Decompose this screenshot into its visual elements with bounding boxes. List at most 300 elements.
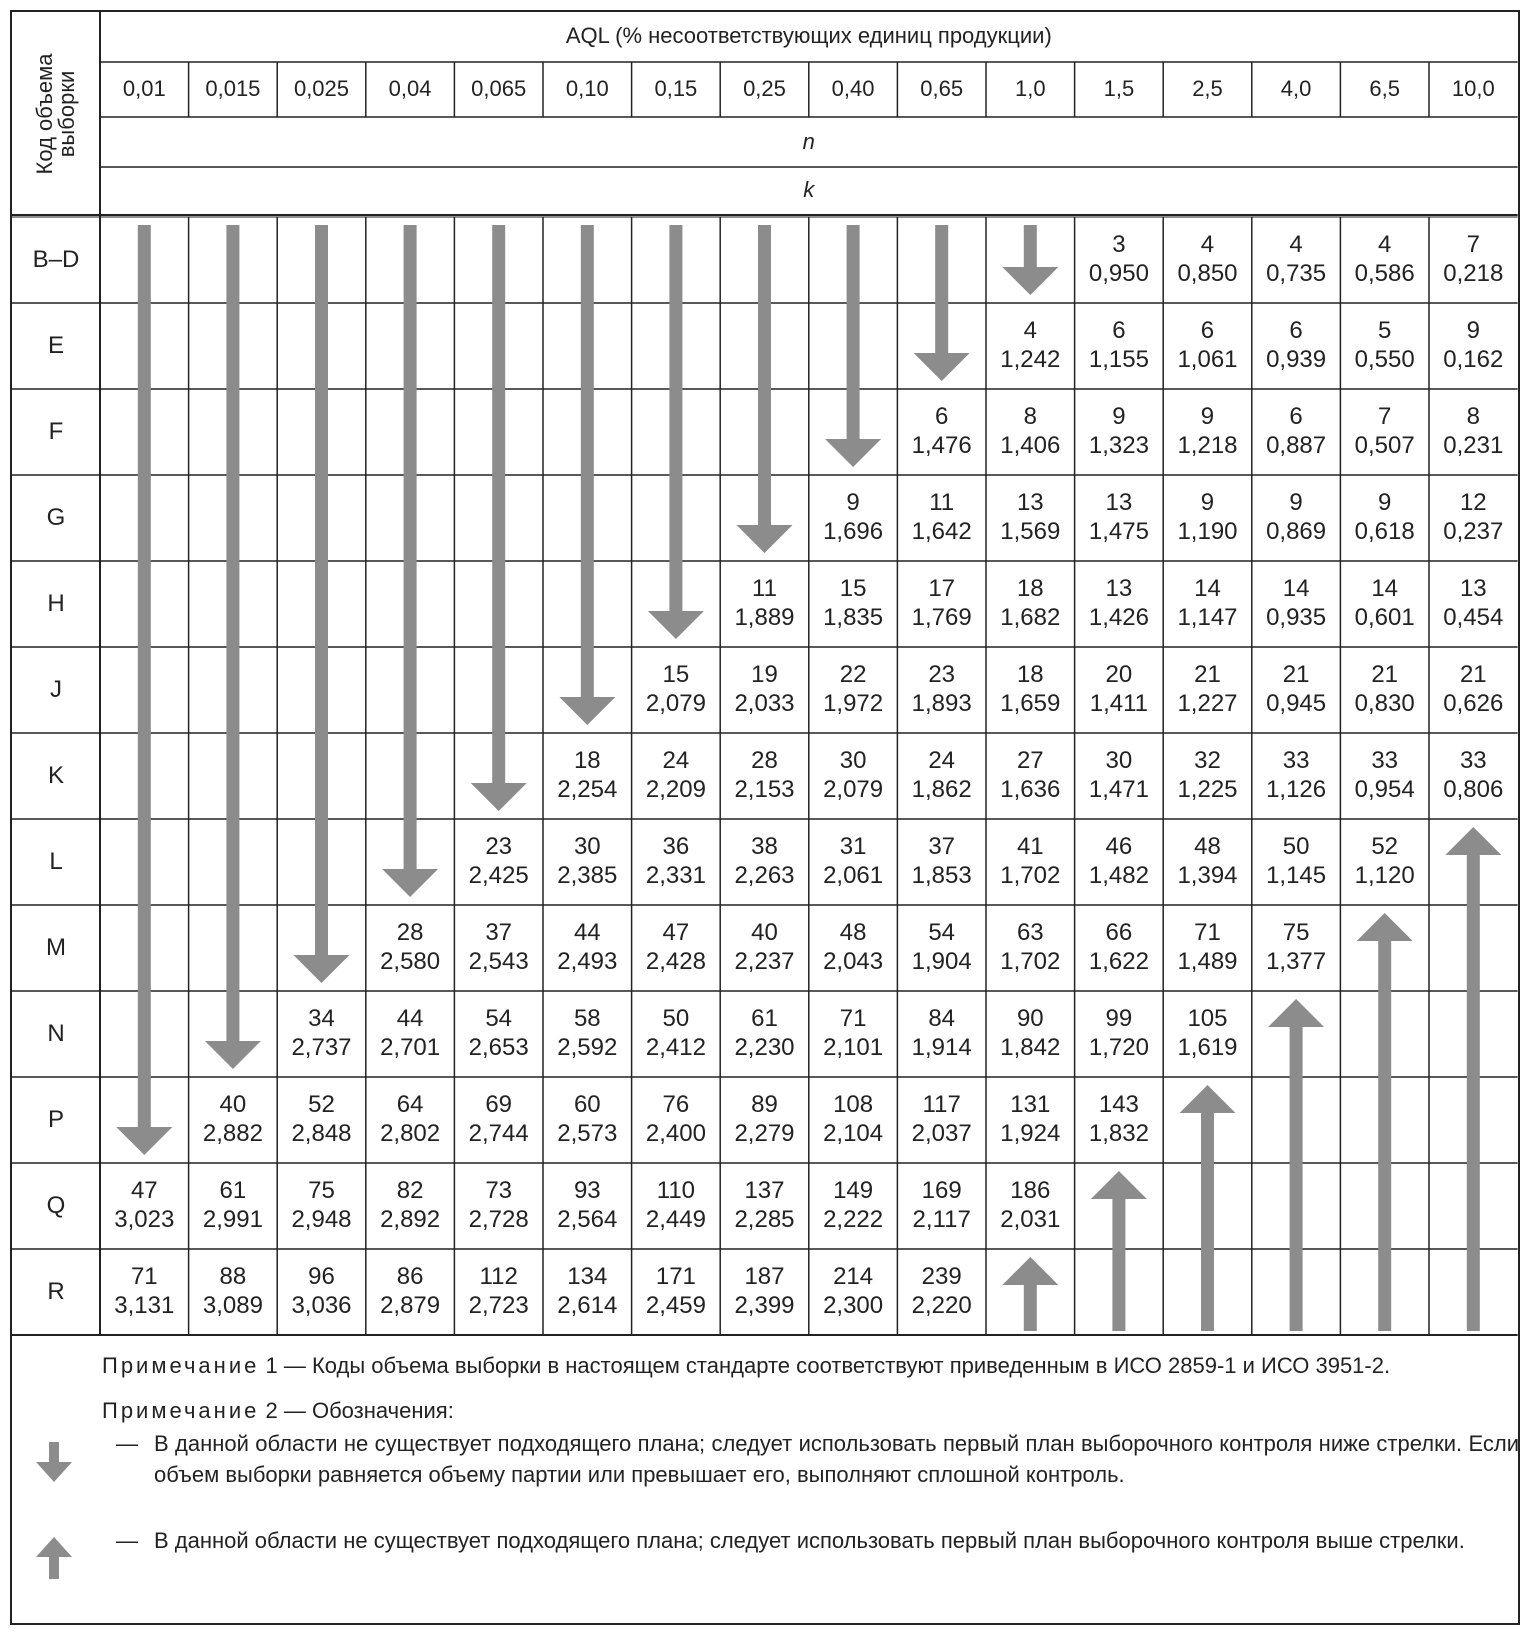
row-code: E [47,332,64,359]
cell-n-value: 117 [922,1091,961,1118]
cell-k-value: 2,263 [734,862,795,889]
cell-n-value: 14 [1371,575,1399,602]
cell-n-value: 30 [839,747,867,774]
cell-k-value: 3,089 [202,1292,263,1319]
aql-column-header: 0,15 [654,76,698,101]
cell-n-value: 3 [1112,231,1126,258]
cell-k-value: 1,893 [911,690,972,717]
cell-k-value: 2,449 [645,1206,706,1233]
cell-k-value: 2,592 [557,1034,618,1061]
cell-k-value: 1,323 [1088,432,1149,459]
row-code: G [46,504,66,531]
cell-k-value: 1,227 [1177,690,1238,717]
cell-n-value: 44 [396,1005,424,1032]
cell-n-value: 50 [1282,833,1310,860]
aql-column-header: 6,5 [1369,76,1400,101]
cell-n-value: 9 [1200,489,1215,516]
cell-n-value: 6 [1289,403,1303,430]
cell-n-value: 30 [1105,747,1133,774]
cell-n-value: 9 [1200,403,1215,430]
cell-k-value: 1,569 [1000,518,1061,545]
cell-k-value: 0,950 [1088,260,1149,287]
cell-k-value: 2,222 [823,1206,884,1233]
cell-n-value: 37 [928,833,956,860]
aql-column-header: 1,0 [1015,76,1046,101]
aql-title: AQL (% несоответствующих единиц продукции) [565,23,1052,48]
cell-n-value: 9 [1112,403,1126,430]
cell-n-value: 23 [928,661,956,688]
cell-k-value: 2,031 [1000,1206,1061,1233]
cell-k-value: 1,426 [1088,604,1149,631]
cell-n-value: 47 [662,919,690,946]
arrow-down-mark [648,225,704,639]
cell-k-value: 1,682 [1000,604,1061,631]
arrow-up-mark [1268,999,1324,1331]
cell-k-value: 2,802 [380,1120,441,1147]
cell-n-value: 75 [308,1177,335,1204]
cell-k-value: 2,564 [557,1206,618,1233]
cell-k-value: 1,218 [1177,432,1238,459]
cell-n-value: 13 [1459,575,1487,602]
arrow-up-icon [24,1537,120,1591]
cell-n-value: 14 [1282,575,1310,602]
arrow-down-mark [116,225,172,1155]
cell-n-value: 13 [1105,575,1133,602]
cell-k-value: 1,769 [911,604,972,631]
cell-k-value: 0,586 [1354,260,1415,287]
cell-k-value: 2,991 [202,1206,263,1233]
note-1-text: Коды объема выборки в настоящем стандарте соответствуют приведенным в ИСО 2859-1 и ИСО 3951-2. [311,1353,1391,1378]
cell-n-value: 32 [1194,747,1221,774]
cell-n-value: 6 [1289,317,1303,344]
arrow-up-mark [1445,827,1501,1331]
cell-n-value: 134 [567,1263,608,1290]
cell-n-value: 37 [485,919,513,946]
cell-k-value: 0,939 [1266,346,1327,373]
cell-n-value: 15 [662,661,690,688]
cell-n-value: 28 [751,747,778,774]
cell-k-value: 1,862 [911,776,972,803]
cell-k-value: 0,231 [1443,432,1504,459]
cell-k-value: 2,033 [734,690,795,717]
cell-n-value: 131 [1010,1091,1051,1118]
cell-k-value: 2,079 [645,690,706,717]
legend-down-row: — В данной области не существует подходящего плана; следует использовать первый план выборочного контроля ниже стрелки. Если объем выборки равняется объему партии или превышает его, выполняют сплошной контроль. [24,1428,1519,1523]
cell-k-value: 1,924 [1000,1120,1061,1147]
aql-column-header: 0,025 [293,76,350,101]
row-code: B–D [32,246,80,273]
cell-n-value: 71 [130,1263,158,1290]
cell-k-value: 1,120 [1354,862,1415,889]
cell-k-value: 1,720 [1088,1034,1149,1061]
cell-n-value: 13 [1016,489,1044,516]
cell-n-value: 41 [1016,833,1044,860]
notes-section [24,1350,1519,1553]
cell-k-value: 0,162 [1443,346,1504,373]
row-code: K [47,762,64,789]
cell-k-value: 0,550 [1354,346,1415,373]
cell-k-value: 2,209 [645,776,706,803]
cell-n-value: 40 [751,919,778,946]
cell-k-value: 1,636 [1000,776,1061,803]
cell-k-value: 0,869 [1266,518,1327,545]
cell-k-value: 1,622 [1088,948,1149,975]
cell-k-value: 1,476 [911,432,972,459]
arrow-down-mark [825,225,881,467]
cell-k-value: 2,237 [734,948,795,975]
note-2-label: Примечание [102,1398,260,1423]
cell-k-value: 2,037 [911,1120,972,1147]
cell-n-value: 28 [396,919,424,946]
cell-k-value: 2,614 [557,1292,618,1319]
cell-k-value: 1,914 [911,1034,972,1061]
cell-n-value: 112 [479,1263,518,1290]
cell-n-value: 30 [573,833,601,860]
arrow-down-mark [471,225,527,811]
cell-k-value: 0,806 [1443,776,1504,803]
cell-n-value: 9 [1466,317,1480,344]
cell-n-value: 6 [1112,317,1126,344]
note-2: Примечание 2 — Обозначения: [102,1398,454,1423]
n-label: n [802,129,815,154]
cell-k-value: 3,023 [114,1206,175,1233]
cell-n-value: 93 [573,1177,601,1204]
cell-k-value: 0,954 [1354,776,1415,803]
cell-n-value: 171 [655,1263,696,1290]
cell-n-value: 214 [833,1263,874,1290]
cell-n-value: 105 [1187,1005,1228,1032]
aql-column-header: 0,10 [565,76,609,101]
cell-n-value: 50 [662,1005,690,1032]
cell-k-value: 0,887 [1266,432,1327,459]
cell-n-value: 33 [1282,747,1310,774]
cell-k-value: 0,850 [1177,260,1238,287]
cell-k-value: 1,702 [1000,862,1061,889]
cell-n-value: 169 [921,1177,962,1204]
cell-n-value: 18 [1016,661,1044,688]
cell-k-value: 2,061 [823,862,884,889]
row-label-header: Код объема выборки [32,53,79,174]
cell-k-value: 1,411 [1089,690,1149,717]
row-code: R [47,1278,65,1305]
cell-k-value: 1,145 [1266,862,1327,889]
k-label: k [803,177,815,202]
cell-k-value: 1,853 [911,862,972,889]
cell-k-value: 1,619 [1177,1034,1238,1061]
cell-n-value: 38 [751,833,778,860]
cell-n-value: 61 [751,1005,778,1032]
cell-k-value: 2,104 [823,1120,884,1147]
cell-n-value: 19 [751,661,778,688]
cell-k-value: 0,830 [1354,690,1415,717]
cell-n-value: 21 [1371,661,1399,688]
cell-n-value: 54 [485,1005,513,1032]
cell-n-value: 99 [1105,1005,1133,1032]
cell-n-value: 63 [1016,919,1044,946]
cell-n-value: 40 [219,1091,247,1118]
cell-n-value: 149 [833,1177,874,1204]
cell-n-value: 52 [1371,833,1399,860]
cell-k-value: 2,737 [291,1034,352,1061]
cell-n-value: 52 [308,1091,335,1118]
cell-k-value: 2,728 [468,1206,529,1233]
cell-k-value: 1,832 [1088,1120,1149,1147]
row-code: J [50,676,62,703]
cell-k-value: 2,079 [823,776,884,803]
cell-n-value: 5 [1378,317,1392,344]
cell-n-value: 34 [308,1005,335,1032]
arrow-up-mark [1091,1171,1147,1331]
cell-n-value: 4 [1023,317,1037,344]
cell-k-value: 1,696 [823,518,884,545]
arrow-down-mark [294,225,350,983]
cell-k-value: 2,230 [734,1034,795,1061]
cell-n-value: 11 [752,575,777,602]
note-1-label: Примечание [102,1353,260,1378]
cell-k-value: 1,471 [1088,776,1149,803]
cell-n-value: 4 [1200,231,1215,258]
cell-n-value: 54 [928,919,956,946]
cell-n-value: 75 [1282,919,1310,946]
cell-n-value: 18 [1016,575,1044,602]
cell-n-value: 20 [1105,661,1133,688]
cell-k-value: 0,945 [1266,690,1327,717]
aql-column-header: 0,01 [122,76,166,101]
cell-n-value: 8 [1466,403,1480,430]
arrow-up-mark [1180,1085,1236,1331]
row-code: L [49,848,63,875]
cell-n-value: 8 [1023,403,1037,430]
row-code: P [47,1106,64,1133]
aql-column-header: 2,5 [1192,76,1223,101]
cell-n-value: 17 [928,575,956,602]
cell-n-value: 7 [1466,231,1480,258]
cell-k-value: 1,702 [1000,948,1061,975]
cell-k-value: 1,842 [1000,1034,1061,1061]
cell-k-value: 0,626 [1443,690,1504,717]
cell-k-value: 2,543 [468,948,529,975]
cell-n-value: 24 [928,747,956,774]
cell-k-value: 2,399 [734,1292,795,1319]
cell-n-value: 24 [662,747,690,774]
cell-k-value: 2,385 [557,862,618,889]
cell-k-value: 2,744 [468,1120,529,1147]
cell-k-value: 1,972 [823,690,884,717]
cell-k-value: 1,147 [1177,604,1238,631]
cell-n-value: 21 [1194,661,1221,688]
cell-n-value: 84 [928,1005,956,1032]
cell-k-value: 1,155 [1088,346,1149,373]
cell-k-value: 2,723 [468,1292,529,1319]
note-1-number: 1 [265,1353,278,1378]
cell-n-value: 64 [396,1091,424,1118]
cell-n-value: 110 [656,1177,696,1204]
cell-n-value: 7 [1378,403,1392,430]
cell-n-value: 18 [573,747,601,774]
cell-n-value: 21 [1282,661,1310,688]
cell-n-value: 96 [308,1263,335,1290]
cell-k-value: 1,489 [1177,948,1238,975]
cell-k-value: 2,882 [202,1120,263,1147]
cell-k-value: 2,573 [557,1120,618,1147]
row-code: N [47,1020,65,1047]
cell-k-value: 2,279 [734,1120,795,1147]
cell-n-value: 187 [744,1263,785,1290]
cell-k-value: 2,153 [734,776,795,803]
aql-column-header: 0,25 [743,76,786,101]
cell-k-value: 0,735 [1266,260,1327,287]
cell-n-value: 15 [839,575,867,602]
cell-n-value: 82 [396,1177,424,1204]
cell-n-value: 76 [662,1091,690,1118]
cell-k-value: 0,218 [1443,260,1504,287]
cell-n-value: 58 [573,1005,601,1032]
cell-n-value: 60 [573,1091,601,1118]
cell-k-value: 1,642 [911,518,972,545]
cell-n-value: 137 [744,1177,785,1204]
cell-n-value: 9 [1289,489,1303,516]
aql-column-header: 0,065 [471,76,527,101]
cell-k-value: 2,848 [291,1120,352,1147]
cell-k-value: 1,242 [1000,346,1061,373]
cell-n-value: 69 [485,1091,513,1118]
cell-n-value: 23 [485,833,513,860]
cell-n-value: 47 [130,1177,158,1204]
cell-k-value: 2,300 [823,1292,884,1319]
aql-column-header: 0,40 [831,76,875,101]
cell-k-value: 2,101 [823,1034,884,1061]
cell-k-value: 2,400 [645,1120,706,1147]
cell-k-value: 2,493 [557,948,618,975]
cell-n-value: 13 [1105,489,1133,516]
cell-k-value: 2,879 [380,1292,441,1319]
table-frame [10,10,1520,1625]
cell-k-value: 1,061 [1177,346,1238,373]
cell-n-value: 36 [662,833,690,860]
note-2-number: 2 [265,1398,278,1423]
cell-k-value: 1,190 [1177,518,1238,545]
cell-k-value: 0,618 [1354,518,1415,545]
cell-k-value: 1,406 [1000,432,1061,459]
cell-k-value: 1,377 [1266,948,1327,975]
cell-n-value: 46 [1105,833,1133,860]
aql-column-header: 0,015 [205,76,261,101]
arrow-up-mark [1357,913,1413,1331]
cell-n-value: 90 [1016,1005,1044,1032]
note-2-text: Обозначения: [311,1398,454,1423]
cell-n-value: 86 [396,1263,424,1290]
cell-n-value: 71 [839,1005,867,1032]
arrow-down-icon [24,1442,120,1496]
cell-k-value: 1,394 [1177,862,1238,889]
cell-k-value: 2,653 [468,1034,529,1061]
cell-k-value: 2,459 [645,1292,706,1319]
cell-n-value: 108 [833,1091,874,1118]
note-1: Примечание 1 — Коды объема выборки в настоящем стандарте соответствуют приведенным в ИСО 2859-1 и ИСО 3951-2. [102,1353,1391,1378]
cell-k-value: 2,254 [557,776,618,803]
cell-n-value: 33 [1371,747,1399,774]
cell-k-value: 2,580 [380,948,441,975]
cell-k-value: 1,126 [1266,776,1327,803]
cell-k-value: 0,237 [1443,518,1504,545]
cell-n-value: 6 [935,403,949,430]
aql-column-header: 0,65 [920,76,964,101]
cell-n-value: 9 [846,489,860,516]
cell-k-value: 2,331 [645,862,706,889]
arrow-up-mark [1002,1257,1058,1331]
cell-n-value: 11 [929,489,955,516]
cell-n-value: 73 [485,1177,513,1204]
cell-n-value: 61 [219,1177,247,1204]
cell-k-value: 1,889 [734,604,795,631]
cell-n-value: 22 [839,661,867,688]
cell-k-value: 2,892 [380,1206,441,1233]
cell-k-value: 1,225 [1177,776,1238,803]
cell-k-value: 2,428 [645,948,706,975]
cell-n-value: 6 [1200,317,1215,344]
cell-n-value: 186 [1010,1177,1051,1204]
cell-n-value: 33 [1459,747,1487,774]
cell-n-value: 66 [1105,919,1133,946]
cell-n-value: 31 [839,833,867,860]
row-code: H [47,590,65,617]
cell-n-value: 88 [219,1263,247,1290]
cell-k-value: 1,835 [823,604,884,631]
aql-column-header: 1,5 [1103,76,1135,101]
cell-n-value: 89 [751,1091,778,1118]
arrow-down-mark [1002,225,1058,295]
cell-k-value: 2,701 [380,1034,441,1061]
legend-down-text: В данной области не существует подходящего плана; следует использовать первый план выборочного контроля ниже стрелки. Если объем выборки равняется объему партии или превышает его, выполняют сплошной контроль. [154,1431,1519,1487]
cell-n-value: 27 [1016,747,1044,774]
cell-n-value: 71 [1194,919,1221,946]
cell-k-value: 1,482 [1088,862,1149,889]
cell-n-value: 48 [839,919,867,946]
cell-n-value: 48 [1194,833,1221,860]
aql-column-header: 0,04 [388,76,432,101]
cell-k-value: 0,935 [1266,604,1327,631]
cell-k-value: 2,220 [911,1292,972,1319]
cell-n-value: 9 [1378,489,1392,516]
row-code: Q [46,1192,66,1219]
cell-n-value: 143 [1098,1091,1139,1118]
cell-n-value: 239 [921,1263,962,1290]
cell-n-value: 4 [1378,231,1392,258]
cell-n-value: 12 [1459,489,1487,516]
cell-k-value: 1,659 [1000,690,1061,717]
cell-n-value: 21 [1459,661,1487,688]
cell-n-value: 14 [1194,575,1221,602]
legend-up-text: В данной области не существует подходящего плана; следует использовать первый план выборочного контроля выше стрелки. [154,1528,1465,1553]
cell-k-value: 0,507 [1354,432,1415,459]
row-code: F [48,418,64,445]
cell-k-value: 1,904 [911,948,972,975]
cell-k-value: 3,036 [291,1292,352,1319]
cell-k-value: 2,425 [468,862,529,889]
cell-k-value: 1,475 [1088,518,1149,545]
cell-k-value: 2,412 [645,1034,706,1061]
cell-k-value: 2,285 [734,1206,795,1233]
cell-k-value: 2,117 [912,1206,971,1233]
cell-k-value: 2,043 [823,948,884,975]
row-code: M [46,934,66,961]
aql-column-header: 4,0 [1280,76,1312,101]
cell-k-value: 3,131 [114,1292,175,1319]
legend-up-row: — В данной области не существует подходящего плана; следует использовать первый план выборочного контроля выше стрелки. [24,1525,1519,1589]
cell-k-value: 0,601 [1354,604,1415,631]
cell-n-value: 44 [573,919,601,946]
cell-k-value: 0,454 [1443,604,1504,631]
